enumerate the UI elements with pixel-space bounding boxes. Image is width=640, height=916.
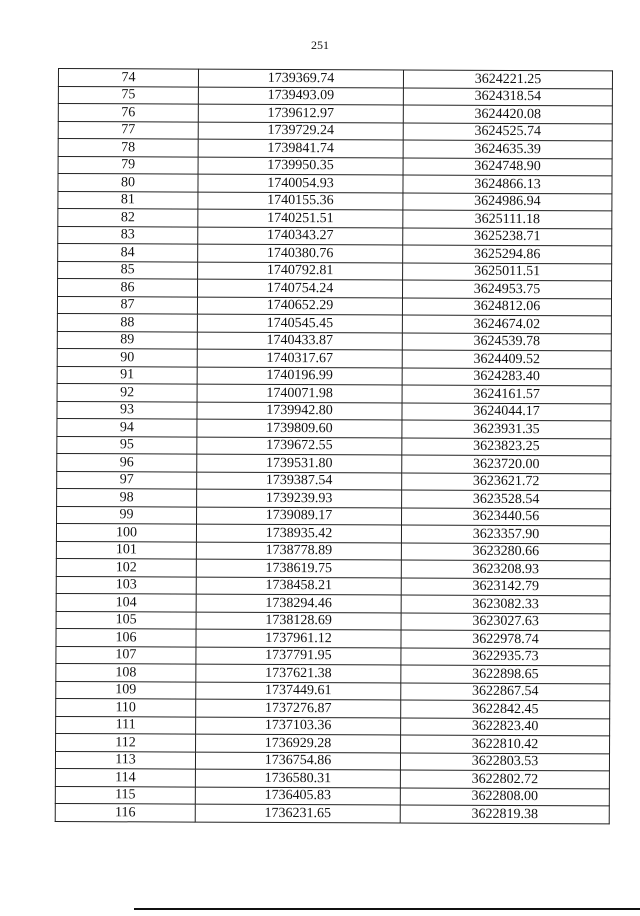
point-number-cell: 107 <box>56 646 196 664</box>
y-coordinate-cell: 3623528.54 <box>402 490 611 508</box>
y-coordinate-cell: 3622810.42 <box>401 735 610 753</box>
x-coordinate-cell: 1740433.87 <box>197 332 402 350</box>
y-coordinate-cell: 3624539.78 <box>402 333 611 351</box>
y-coordinate-cell: 3624283.40 <box>402 368 611 386</box>
y-coordinate-cell: 3624420.08 <box>403 105 612 123</box>
point-number-cell: 88 <box>57 313 197 331</box>
y-coordinate-cell: 3623082.33 <box>401 595 610 613</box>
point-number-cell: 102 <box>56 558 196 576</box>
point-number-cell: 85 <box>58 261 198 279</box>
y-coordinate-cell: 3624635.39 <box>403 140 612 158</box>
y-coordinate-cell: 3623357.90 <box>401 525 610 543</box>
point-number-cell: 84 <box>58 244 198 262</box>
y-coordinate-cell: 3622819.38 <box>400 805 609 823</box>
x-coordinate-cell: 1736754.86 <box>195 752 400 770</box>
point-number-cell: 93 <box>57 401 197 419</box>
x-coordinate-cell: 1739950.35 <box>198 157 403 175</box>
y-coordinate-cell: 3625238.71 <box>403 228 612 246</box>
y-coordinate-cell: 3623823.25 <box>402 438 611 456</box>
x-coordinate-cell: 1736929.28 <box>196 734 401 752</box>
x-coordinate-cell: 1738458.21 <box>196 577 401 595</box>
point-number-cell: 114 <box>55 768 195 786</box>
point-number-cell: 106 <box>56 628 196 646</box>
y-coordinate-cell: 3623621.72 <box>402 473 611 491</box>
x-coordinate-cell: 1736231.65 <box>195 804 400 822</box>
y-coordinate-cell: 3622867.54 <box>401 683 610 701</box>
x-coordinate-cell: 1740155.36 <box>198 192 403 210</box>
point-number-cell: 104 <box>56 593 196 611</box>
point-number-cell: 92 <box>57 383 197 401</box>
y-coordinate-cell: 3624221.25 <box>403 70 612 88</box>
y-coordinate-cell: 3624986.94 <box>403 193 612 211</box>
point-number-cell: 96 <box>57 453 197 471</box>
point-number-cell: 101 <box>56 541 196 559</box>
x-coordinate-cell: 1739809.60 <box>197 419 402 437</box>
x-coordinate-cell: 1740343.27 <box>198 227 403 245</box>
x-coordinate-cell: 1739493.09 <box>198 87 403 105</box>
y-coordinate-cell: 3624866.13 <box>403 175 612 193</box>
point-number-cell: 108 <box>56 663 196 681</box>
x-coordinate-cell: 1737791.95 <box>196 647 401 665</box>
point-number-cell: 90 <box>57 348 197 366</box>
x-coordinate-cell: 1737103.36 <box>196 717 401 735</box>
point-number-cell: 112 <box>56 733 196 751</box>
y-coordinate-cell: 3624318.54 <box>403 88 612 106</box>
y-coordinate-cell: 3622898.65 <box>401 665 610 683</box>
y-coordinate-cell: 3624674.02 <box>402 315 611 333</box>
x-coordinate-cell: 1740071.98 <box>197 384 402 402</box>
point-number-cell: 111 <box>56 716 196 734</box>
y-coordinate-cell: 3623440.56 <box>402 508 611 526</box>
x-coordinate-cell: 1739942.80 <box>197 402 402 420</box>
x-coordinate-cell: 1738128.69 <box>196 612 401 630</box>
x-coordinate-cell: 1739387.54 <box>197 472 402 490</box>
y-coordinate-cell: 3623208.93 <box>401 560 610 578</box>
point-number-cell: 95 <box>57 436 197 454</box>
y-coordinate-cell: 3622842.45 <box>401 700 610 718</box>
x-coordinate-cell: 1740196.99 <box>197 367 402 385</box>
x-coordinate-cell: 1740251.51 <box>198 209 403 227</box>
y-coordinate-cell: 3624044.17 <box>402 403 611 421</box>
y-coordinate-cell: 3623027.63 <box>401 613 610 631</box>
y-coordinate-cell: 3623720.00 <box>402 455 611 473</box>
x-coordinate-cell: 1737961.12 <box>196 629 401 647</box>
y-coordinate-cell: 3624525.74 <box>403 123 612 141</box>
point-number-cell: 78 <box>58 139 198 157</box>
point-number-cell: 115 <box>55 786 195 804</box>
x-coordinate-cell: 1738294.46 <box>196 594 401 612</box>
x-coordinate-cell: 1739841.74 <box>198 139 403 157</box>
x-coordinate-cell: 1740054.93 <box>198 174 403 192</box>
x-coordinate-cell: 1740380.76 <box>198 244 403 262</box>
x-coordinate-cell: 1738619.75 <box>196 559 401 577</box>
point-number-cell: 83 <box>58 226 198 244</box>
x-coordinate-cell: 1737621.38 <box>196 664 401 682</box>
coordinate-table-body <box>55 69 612 824</box>
x-coordinate-cell: 1737276.87 <box>196 699 401 717</box>
point-number-cell: 91 <box>57 366 197 384</box>
x-coordinate-cell: 1740754.24 <box>198 279 403 297</box>
y-coordinate-cell: 3624161.57 <box>402 385 611 403</box>
x-coordinate-cell: 1740317.67 <box>197 349 402 367</box>
point-number-cell: 109 <box>56 681 196 699</box>
x-coordinate-cell: 1739531.80 <box>197 454 402 472</box>
point-number-cell: 75 <box>58 86 198 104</box>
point-number-cell: 86 <box>58 279 198 297</box>
x-coordinate-cell: 1737449.61 <box>196 682 401 700</box>
table-row <box>55 803 609 823</box>
y-coordinate-cell: 3624409.52 <box>402 350 611 368</box>
point-number-cell: 105 <box>56 611 196 629</box>
point-number-cell: 97 <box>57 471 197 489</box>
x-coordinate-cell: 1740545.45 <box>197 314 402 332</box>
x-coordinate-cell: 1736405.83 <box>195 787 400 805</box>
coordinate-table <box>55 68 613 824</box>
point-number-cell: 82 <box>58 209 198 227</box>
point-number-cell: 87 <box>57 296 197 314</box>
y-coordinate-cell: 3623931.35 <box>402 420 611 438</box>
x-coordinate-cell: 1740652.29 <box>197 297 402 315</box>
y-coordinate-cell: 3625011.51 <box>403 263 612 281</box>
y-coordinate-cell: 3622803.53 <box>400 753 609 771</box>
y-coordinate-cell: 3624953.75 <box>403 280 612 298</box>
point-number-cell: 74 <box>58 69 198 87</box>
y-coordinate-cell: 3625294.86 <box>403 245 612 263</box>
y-coordinate-cell: 3625111.18 <box>403 210 612 228</box>
y-coordinate-cell: 3623142.79 <box>401 578 610 596</box>
point-number-cell: 80 <box>58 174 198 192</box>
y-coordinate-cell: 3622823.40 <box>401 718 610 736</box>
x-coordinate-cell: 1739089.17 <box>197 507 402 525</box>
y-coordinate-cell: 3622808.00 <box>400 788 609 806</box>
page-number: 251 <box>311 38 329 52</box>
x-coordinate-cell: 1739672.55 <box>197 437 402 455</box>
point-number-cell: 103 <box>56 576 196 594</box>
point-number-cell: 89 <box>57 331 197 349</box>
y-coordinate-cell: 3622935.73 <box>401 648 610 666</box>
point-number-cell: 99 <box>57 506 197 524</box>
x-coordinate-cell: 1739369.74 <box>198 69 403 87</box>
x-coordinate-cell: 1739612.97 <box>198 104 403 122</box>
point-number-cell: 81 <box>58 191 198 209</box>
x-coordinate-cell: 1738935.42 <box>196 524 401 542</box>
point-number-cell: 110 <box>56 698 196 716</box>
y-coordinate-cell: 3622978.74 <box>401 630 610 648</box>
y-coordinate-cell: 3623280.66 <box>401 543 610 561</box>
point-number-cell: 98 <box>57 488 197 506</box>
y-coordinate-cell: 3624812.06 <box>402 298 611 316</box>
x-coordinate-cell: 1739729.24 <box>198 122 403 140</box>
page-footer-rule <box>134 908 640 910</box>
point-number-cell: 113 <box>55 751 195 769</box>
point-number-cell: 94 <box>57 418 197 436</box>
x-coordinate-cell: 1738778.89 <box>196 542 401 560</box>
point-number-cell: 77 <box>58 121 198 139</box>
x-coordinate-cell: 1736580.31 <box>195 769 400 787</box>
point-number-cell: 100 <box>56 523 196 541</box>
y-coordinate-cell: 3622802.72 <box>400 770 609 788</box>
point-number-cell: 76 <box>58 104 198 122</box>
x-coordinate-cell: 1740792.81 <box>198 262 403 280</box>
point-number-cell: 116 <box>55 803 195 821</box>
y-coordinate-cell: 3624748.90 <box>403 158 612 176</box>
point-number-cell: 79 <box>58 156 198 174</box>
x-coordinate-cell: 1739239.93 <box>197 489 402 507</box>
